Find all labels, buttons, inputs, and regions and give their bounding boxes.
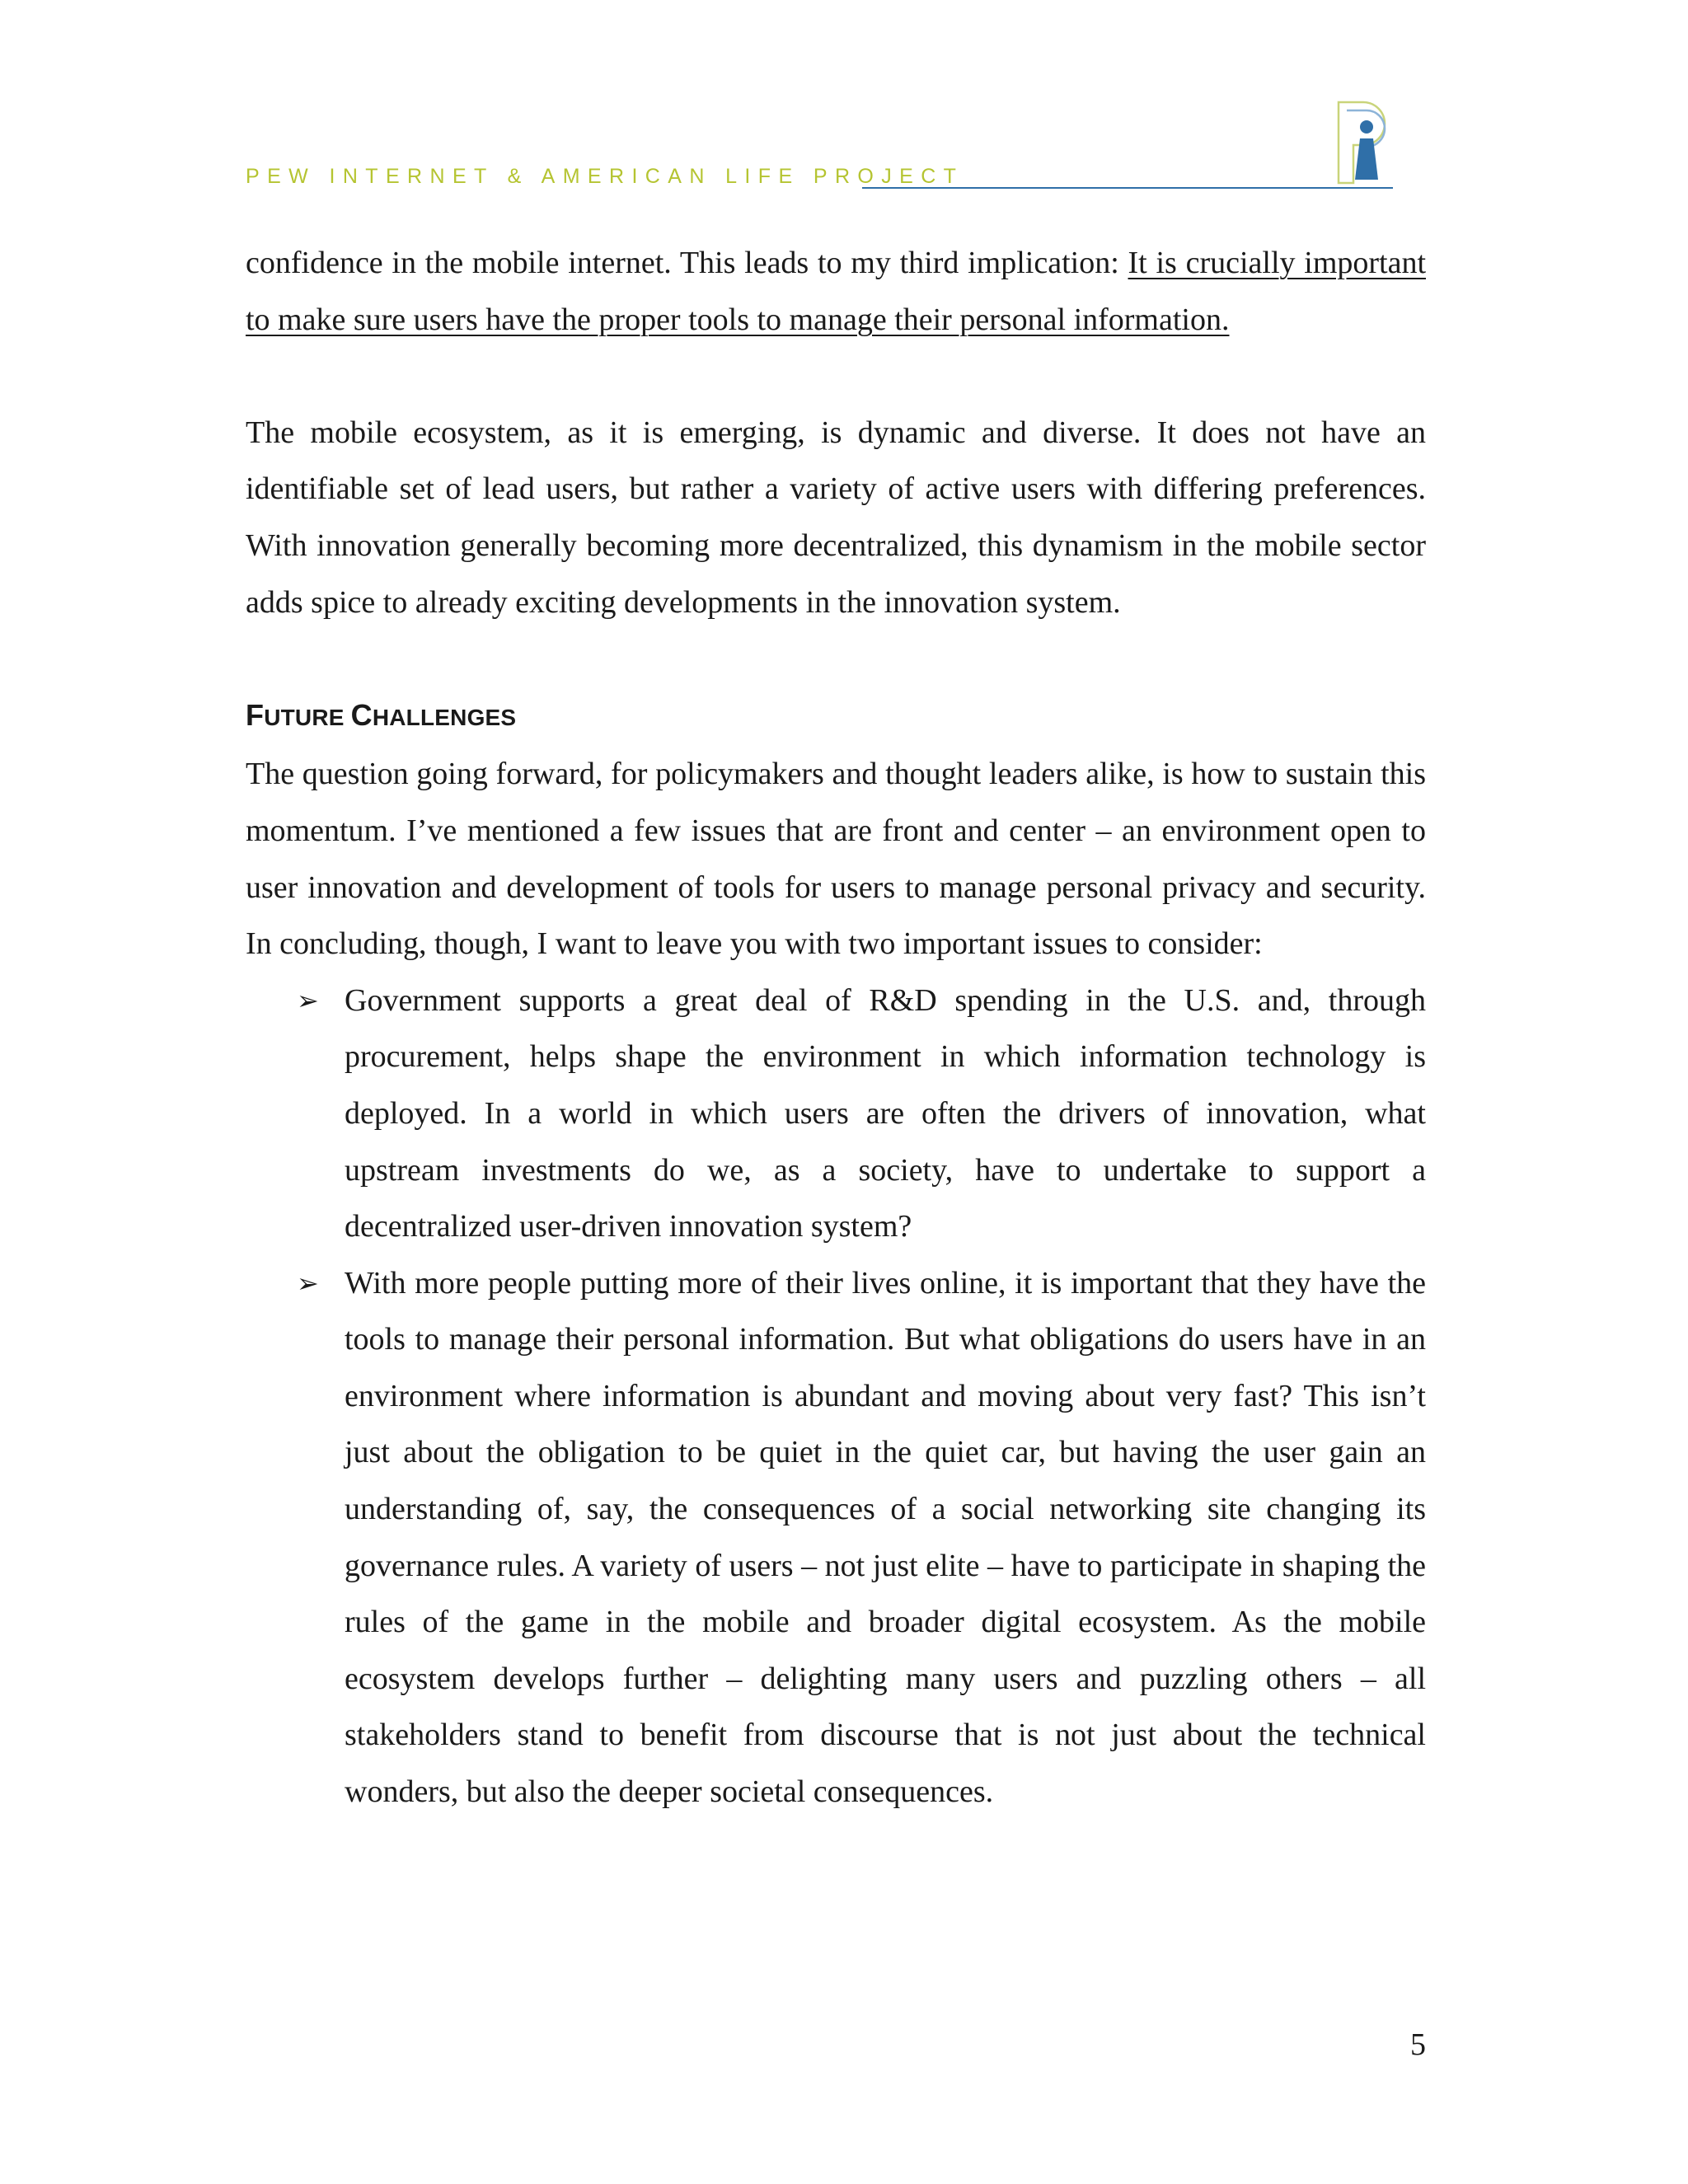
list-item [246,972,1426,1255]
pew-logo-icon [1335,97,1395,188]
paragraph-question: The question going forward, for policymakers and thought leaders alike, is how to sustain this momentum. I’ve mentioned a few issues that are front and center – an environment open to user innovation and development of tools for users to manage personal privacy and security. In concluding, though, I want to leave you with two important issues to consider: [246,757,1426,962]
paragraph-ecosystem: The mobile ecosystem, as it is emerging, is dynamic and diverse. It does not have an identifiable set of lead users, but rather a variety of active users with differing preferences. With innovation generally becoming more decentralized, this dynamism in the mobile sector adds spice to already exciting developments in the innovation system. [246,415,1426,620]
paragraph-implication: confidence in the mobile internet. This leads to my third implication: It is crucially important to make sure users have the proper tools to manage their personal information. [246,246,1427,337]
page-number: 5 [1410,2027,1426,2062]
section-heading: FUTURE CHALLENGES [246,697,517,732]
arrow-bullet-icon: ➢ [297,1267,319,1299]
bullet-text: With more people putting more of their lives online, it is important that they have the tools to manage their personal information. But what obligations do users have in an environment where information is abundant and moving about very fast? This isn’t just about the obligation to be quiet in the quiet car, but having the user gain an understanding of, say, the consequences of a social networking site changing its governance rules. A variety of users – not just elite – have to participate in shaping the rules of the game in the mobile and broader digital ecosystem. As the mobile ecosystem develops further – delighting many users and puzzling others – all stakeholders stand to benefit from discourse that is not just about the technical wonders, but also the deeper societal consequences. [345,1265,1426,1810]
list-item [246,1255,1426,1821]
arrow-bullet-icon: ➢ [297,984,319,1016]
header-rule [862,187,1393,189]
header-title: PEW INTERNET & AMERICAN LIFE PROJECT [246,165,964,188]
document-body [246,235,1426,1821]
bullet-text: Government supports a great deal of R&D spending in the U.S. and, through procurement, helps shape the environment in which information technology is deployed. In a world in which users are often the drivers of innovation, what upstream investments do we, as a society, have to undertake to support a decentralized user-driven innovation system? [345,982,1426,1244]
page-header [246,97,1393,190]
bullet-list [246,972,1426,1821]
underlined-implication: It is crucially important to make sure users have the proper tools to manage their personal information. [246,246,1427,337]
